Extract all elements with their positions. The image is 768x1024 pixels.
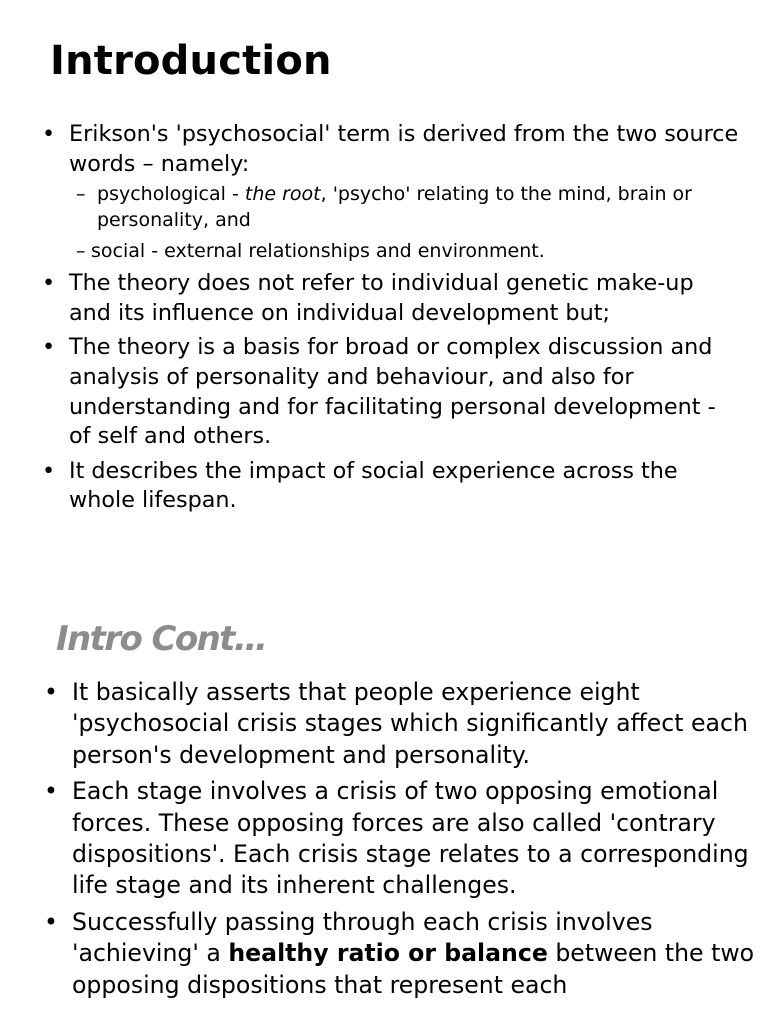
list-item (42, 457, 742, 516)
bullet-text: It describes the impact of social experience across the whole lifespan. (69, 457, 678, 514)
sub-bullet-list (69, 181, 742, 264)
sub-list-item (69, 181, 742, 233)
section-title: Intro Cont… (56, 619, 267, 659)
bullet-text: Erikson's 'psychosocial' term is derived from the two source words – namely: (69, 121, 739, 177)
sub-item-italic: the root (244, 183, 321, 206)
bullet-text-tail: between the two opposing dispositions that represent each (72, 939, 755, 999)
sub-item-text: social - external relationships and environment. (91, 240, 545, 263)
page-title: Introduction (50, 38, 332, 84)
intro-bullet-list (42, 120, 742, 521)
sub-list-item (69, 238, 742, 264)
bullet-text: Each stage involves a crisis of two opposing emotional forces. These opposing forces are also called 'contrary dispositions'. Each crisis stage relates to a corresponding life stage and its inherent challenges. (72, 777, 749, 900)
list-item (42, 269, 742, 328)
list-item (42, 120, 742, 264)
list-item (42, 333, 742, 451)
bullet-text-bold: healthy ratio or balance (228, 939, 548, 968)
bullet-text: The theory does not refer to individual genetic make-up and its influence on individual development but; (69, 270, 694, 326)
list-item (44, 907, 768, 1001)
bullet-text: The theory is a basis for broad or complex discussion and analysis of personality and behaviour, and also for understanding and for facilitating personal development - of self and others. (69, 334, 716, 450)
sub-item-rest: , 'psycho' relating to the mind, brain or personality, and (97, 183, 692, 232)
intro-cont-bullet-list (44, 677, 768, 1006)
list-item (44, 776, 768, 902)
bullet-text: It basically asserts that people experience eight 'psychosocial crisis stages which significantly affect each person's development and personality. (72, 678, 748, 769)
list-item (44, 677, 768, 771)
bullet-text-lead: Successfully passing through each crisis involves 'achieving' a (72, 907, 653, 968)
sub-item-lead: psychological - (97, 183, 245, 206)
